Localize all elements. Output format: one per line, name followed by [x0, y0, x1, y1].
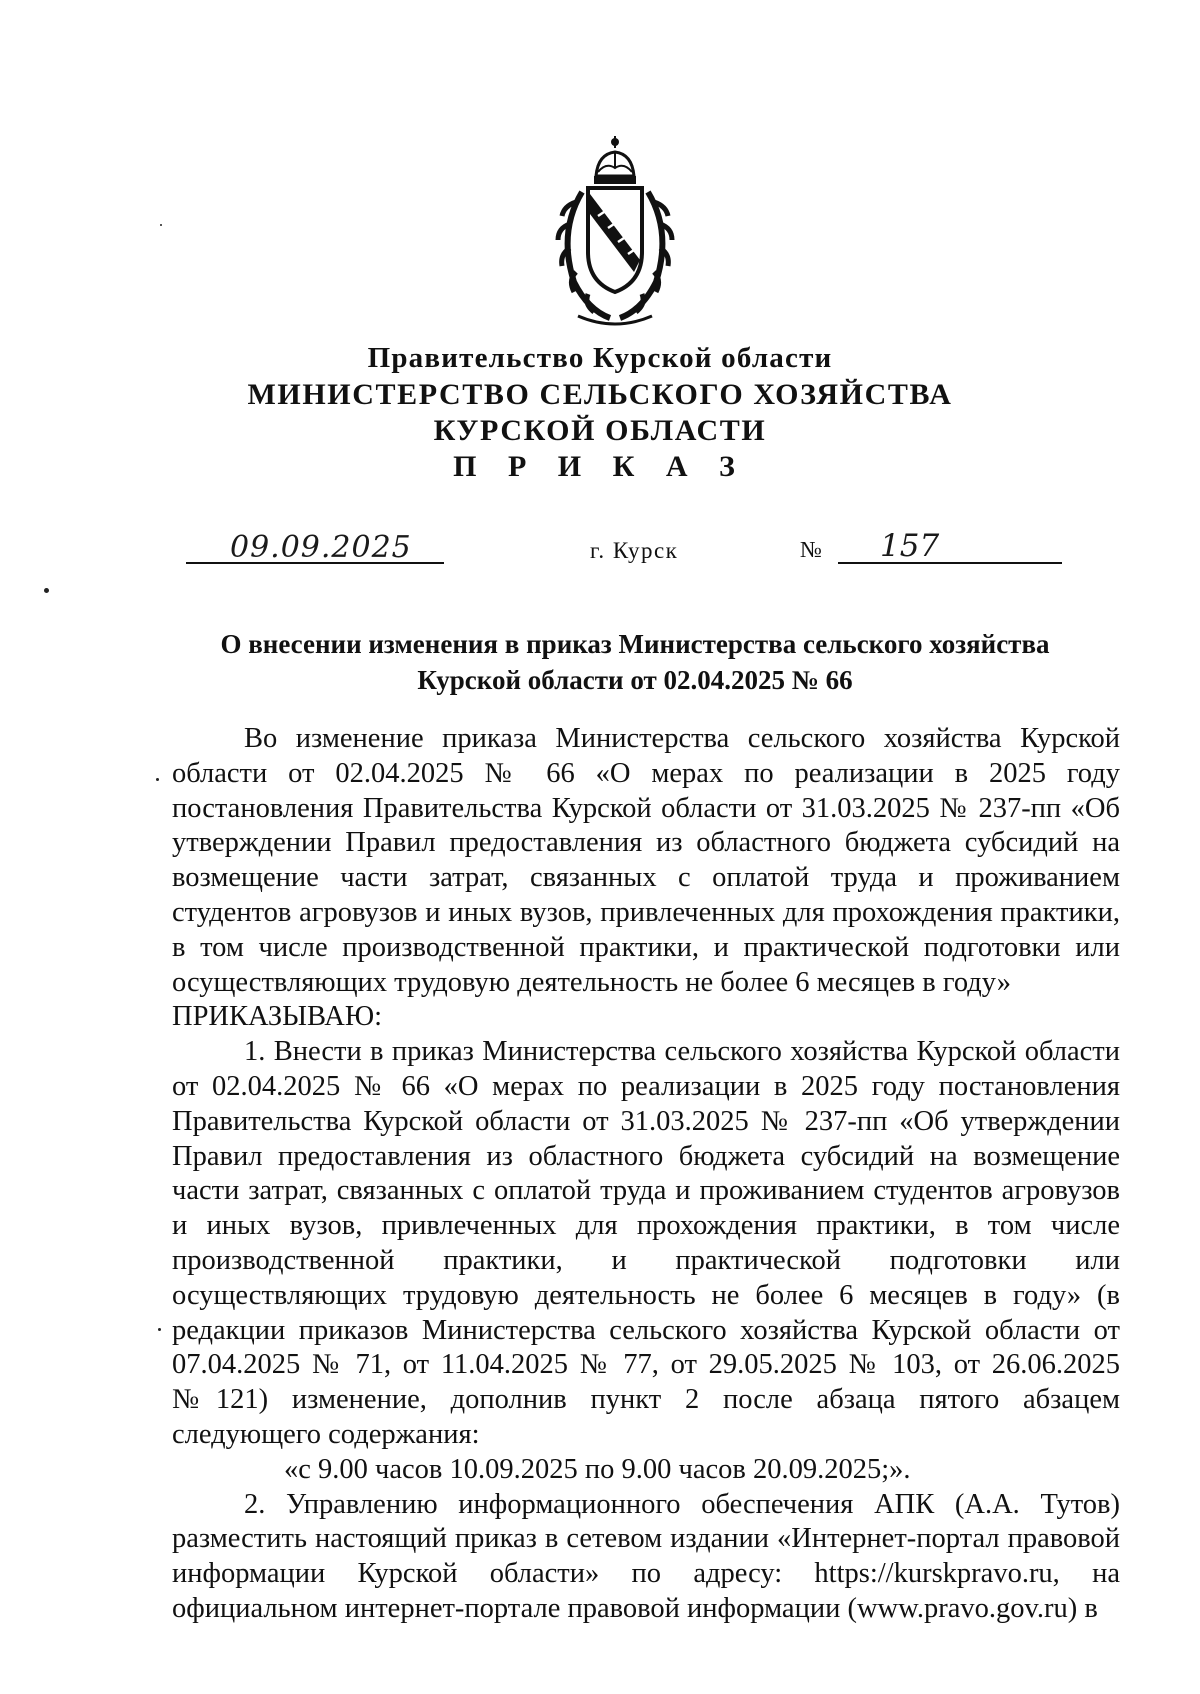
- date-underline: [186, 562, 444, 564]
- inserted-text-quote: «с 9.00 часов 10.09.2025 по 9.00 часов 20.09.2025;».: [284, 1453, 911, 1485]
- region-heading: КУРСКОЙ ОБЛАСТИ: [433, 414, 767, 447]
- number-sign-label: №: [800, 537, 822, 562]
- handwritten-number: 157: [880, 528, 940, 564]
- title-line-1: О внесении изменения в приказ Министерства сельского хозяйства: [220, 629, 1050, 659]
- item-2-paragraph: 2. Управлению информационного обеспечения АПК (А.А. Тутов) разместить настоящий приказ в сетевом издании «Интернет-портал правовой информации Курской области» по адресу: https://kurskpravo.ru, на официальном интернет-портале правовой информации (www.pravo.gov.ru) в: [172, 1488, 1120, 1624]
- scan-speck: [156, 778, 159, 781]
- ministry-heading: МИНИСТЕРСТВО СЕЛЬСКОГО ХОЗЯЙСТВА: [247, 378, 953, 411]
- number-underline: [838, 562, 1062, 564]
- title-line-2: Курской области от 02.04.2025 № 66: [417, 665, 853, 695]
- scan-speck: [158, 1328, 161, 1331]
- coat-of-arms-icon: [548, 132, 682, 332]
- item-1-paragraph: 1. Внести в приказ Министерства сельского хозяйства Курской области от 02.04.2025 № 66 «О мерах по реализации в 2025 году постановления Правительства Курской области от 31.03.2025 № 237-пп «Об утверждении Правил предоставления из областного бюджета субсидий на возмещение части затрат, связанных с оплатой труда и проживанием студентов агровузов и иных вузов, привлеченных для прохождения практики, в том числе производственной практики, и практической подготовки или осуществляющих трудовую деятельность не более 6 месяцев в году» (в редакции приказов Министерства сельского хозяйства Курской области от 07.04.2025 № 71, от 11.04.2025 № 77, от 29.05.2025 № 103, от 26.06.2025 №121) изменение, дополнив пункт 2 после абзаца пятого абзацем следующего содержания:: [172, 1036, 1120, 1450]
- document-body: [172, 722, 1120, 1627]
- document-title: [130, 626, 1140, 698]
- preamble-paragraph: Во изменение приказа Министерства сельского хозяйства Курской области от 02.04.2025 № 66 «О мерах по реализации в 2025 году постановления Правительства Курской области от 31.03.2025 № 237-пп «Об утверждении Правил предоставления из областного бюджета субсидий на возмещение части затрат, связанных с оплатой труда и проживанием студентов агровузов и иных вузов, привлеченных для прохождения практики, в том числе производственной практики, и практической подготовки или осуществляющих трудовую деятельность не более 6 месяцев в году»: [172, 723, 1120, 998]
- government-heading: Правительство Курской области: [367, 342, 833, 374]
- document-type-heading: П Р И К А З: [453, 450, 747, 483]
- scan-speck: [160, 224, 162, 226]
- order-word: ПРИКАЗЫВАЮ:: [172, 1001, 383, 1033]
- scan-speck: [44, 588, 49, 593]
- city-label: г. Курск: [590, 538, 679, 563]
- handwritten-date: 09.09.2025: [230, 530, 412, 565]
